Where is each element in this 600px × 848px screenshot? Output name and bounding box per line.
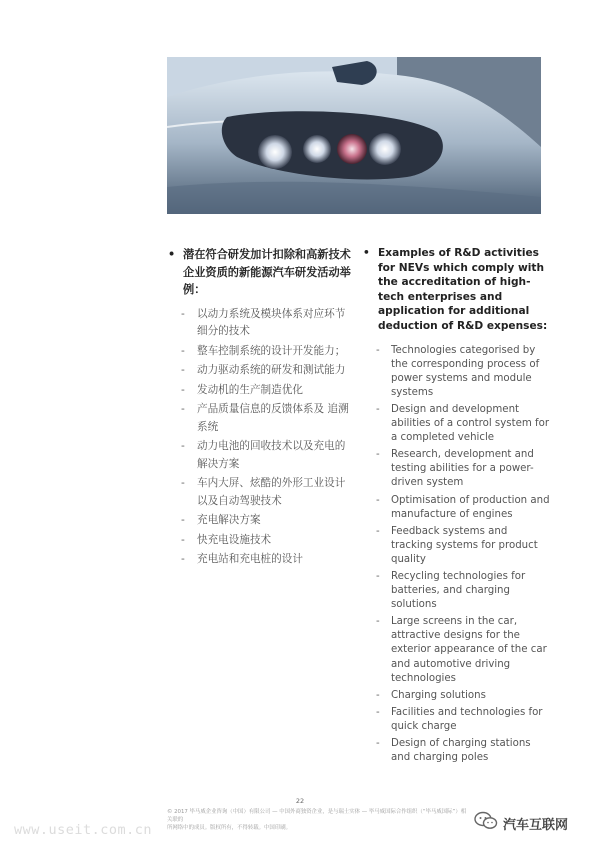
english-heading-text: Examples of R&D activities for NEVs which comply with the accreditation of high-tech enterprises and application for additional deduction of R&D expenses: xyxy=(378,247,548,332)
list-item: - 以动力系统及模块体系对应环节细分的技术 xyxy=(181,307,346,337)
dash-icon: - xyxy=(181,553,185,565)
bullet-icon: • xyxy=(168,248,176,261)
dash-icon: - xyxy=(376,344,380,356)
dash-icon: - xyxy=(376,403,380,415)
dash-icon: - xyxy=(376,449,380,461)
dash-icon: - xyxy=(181,344,185,357)
dash-icon: - xyxy=(376,738,380,749)
list-item: - Technologies categorised by the corresponding process of power systems and module systems xyxy=(376,344,540,398)
dash-icon: - xyxy=(376,494,380,506)
chinese-list xyxy=(167,306,352,569)
english-column xyxy=(362,246,550,768)
english-heading xyxy=(362,246,550,334)
list-item: - 充电解决方案 xyxy=(167,512,352,530)
dash-icon: - xyxy=(181,307,185,320)
list-item: - 产品质量信息的反馈体系及 追溯系统 xyxy=(181,403,349,433)
wechat-account-name: 汽车互联网 xyxy=(503,817,569,833)
list-item: - 动力驱动系统的研发和测试能力 xyxy=(167,362,352,380)
list-item: - Design and development abilities of a control system for a completed vehicle xyxy=(376,403,550,444)
list-item: - Optimisation of production and manufacture of engines xyxy=(376,494,550,520)
dash-icon: - xyxy=(181,477,185,489)
car-illustration xyxy=(167,57,541,214)
copyright-footer xyxy=(167,808,467,832)
list-item: - Charging solutions xyxy=(362,689,550,703)
car-headlight-image xyxy=(167,57,541,214)
dash-icon: - xyxy=(376,706,380,718)
dash-icon: - xyxy=(181,364,185,376)
list-item: - Design of charging stations and charging poles xyxy=(376,738,531,764)
wechat-icon xyxy=(474,811,498,835)
list-item: - 车内大屏、炫酷的外形工业设计以及自动驾驶技术 xyxy=(181,477,346,507)
dash-icon: - xyxy=(376,570,380,582)
english-list xyxy=(362,344,550,766)
list-item: - Research, development and testing abilities for a power-driven system xyxy=(376,449,534,489)
dash-icon: - xyxy=(181,440,185,452)
list-item: - 快充电设施技术 xyxy=(167,532,352,550)
list-item: - 发动机的生产制造优化 xyxy=(167,382,352,400)
footer-line: © 2017 毕马威企业咨询（中国）有限公司 — 中国外商独资企业，是与瑞士实体 — 毕马威国际合作组织（“毕马威国际”）相关联的 xyxy=(167,809,467,823)
list-item: - 充电站和充电桩的设计 xyxy=(167,551,352,569)
website-watermark: www.useit.com.cn xyxy=(14,822,153,838)
dash-icon: - xyxy=(376,616,380,628)
list-item: - 整车控制系统的设计开发能力； xyxy=(167,343,352,361)
dash-icon: - xyxy=(181,383,185,396)
dash-icon: - xyxy=(376,689,380,701)
list-item: - Feedback systems and tracking systems for product quality xyxy=(376,525,538,565)
wechat-watermark xyxy=(474,812,568,834)
chinese-heading xyxy=(167,246,352,299)
page-number: 22 xyxy=(295,797,305,805)
dash-icon: - xyxy=(181,403,185,415)
list-item: - Large screens in the car, attractive designs for the exterior appearance of the car and automotive driving technologies xyxy=(376,616,547,684)
dash-icon: - xyxy=(376,525,380,537)
bullet-icon: • xyxy=(363,247,370,259)
dash-icon: - xyxy=(181,533,185,546)
footer-line: 所网络中的成员。版权所有，不得转载。中国印刷。 xyxy=(167,825,291,831)
chinese-column xyxy=(167,246,352,571)
dash-icon: - xyxy=(181,514,185,526)
list-item: - 动力电池的回收技术以及充电的解决方案 xyxy=(181,440,346,470)
list-item: - Recycling technologies for batteries, and charging solutions xyxy=(376,570,526,611)
list-item: - Facilities and technologies for quick charge xyxy=(376,706,543,732)
chinese-heading-text: 潜在符合研发加计扣除和高新技术企业资质的新能源汽车研发活动举例： xyxy=(183,248,351,296)
